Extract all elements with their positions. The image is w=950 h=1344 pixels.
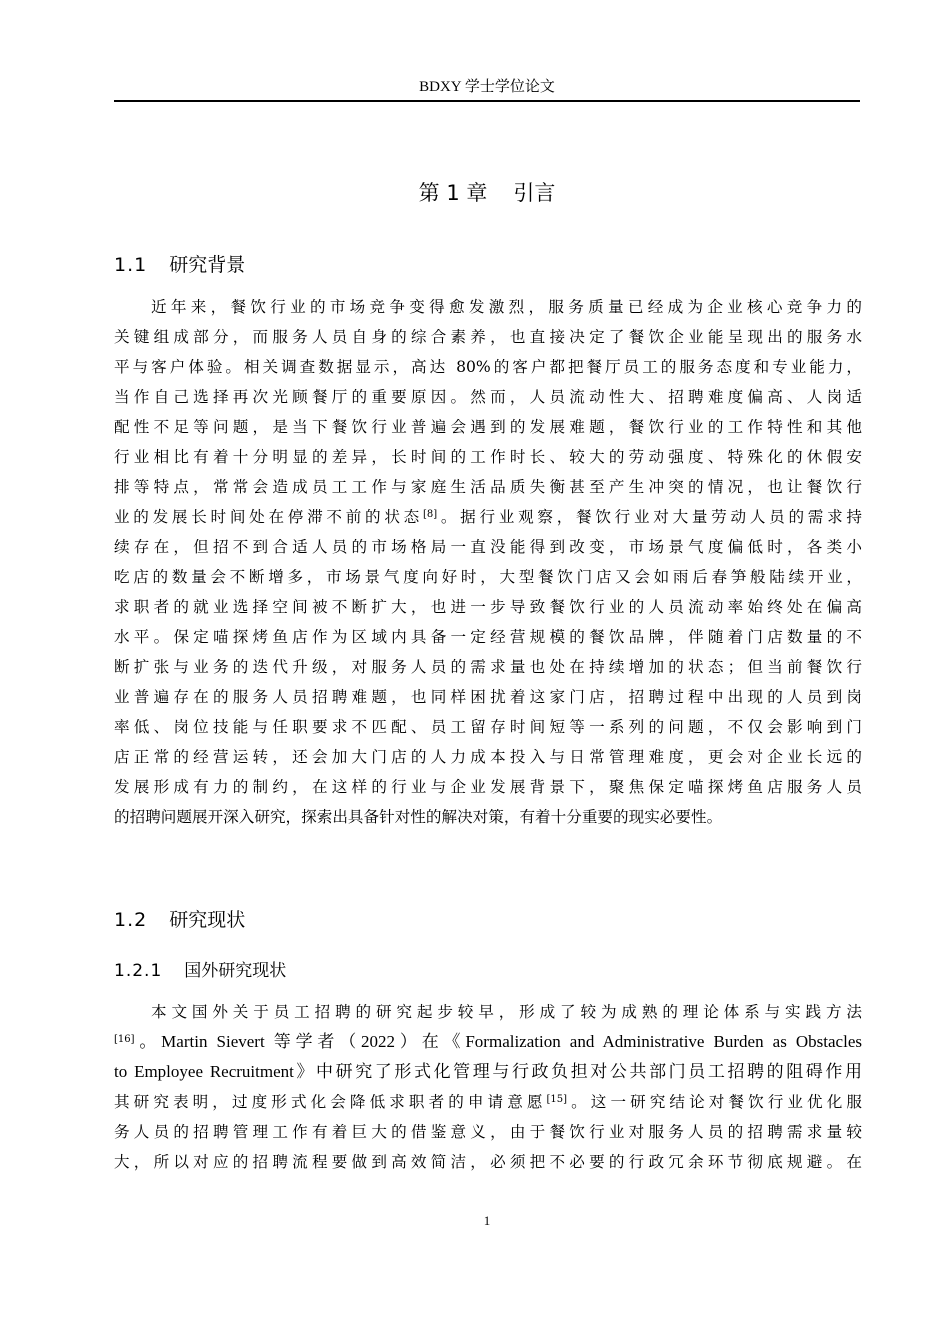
- section-number: 1.1: [114, 254, 148, 276]
- citation-ref[interactable]: [8]: [422, 509, 438, 520]
- text-line: 平与客户体验。相关调查数据显示，高达 80%的客户都把餐厅员工的服务态度和专业能力，: [114, 358, 862, 376]
- chapter-number: 第 1 章: [418, 181, 488, 205]
- text-line: 配性不足等问题，是当下餐饮行业普遍会遇到的发展难题，餐饮行业的工作特性和其他: [114, 418, 862, 436]
- page-number: 1: [483, 1213, 491, 1228]
- text-line: 求职者的就业选择空间被不断扩大，也进一步导致餐饮行业的人员流动率始终处在偏高: [114, 598, 862, 616]
- text-line: 行业相比有着十分明显的差异，长时间的工作时长、较大的劳动强度、特殊化的休假安: [114, 448, 862, 466]
- citation-ref[interactable]: [15]: [546, 1094, 568, 1105]
- text-line: 水平。保定喵探烤鱼店作为区域内具备一定经营规模的餐饮品牌，伴随着门店数量的不: [114, 628, 862, 646]
- text-line: 续存在，但招不到合适人员的市场格局一直没能得到改变，市场景气度偏低时，各类小: [114, 538, 862, 556]
- text-line: 近年来，餐饮行业的市场竞争变得愈发激烈，服务质量已经成为企业核心竞争力的: [151, 298, 862, 316]
- text-segment: 。这一研究结论对餐饮行业优化服: [567, 1093, 862, 1111]
- header-rule: [114, 100, 860, 102]
- citation-ref[interactable]: [16]: [114, 1034, 135, 1045]
- text-segment: 。Martin Sievert 等学者（2022）在《Formalization and Administrative Burden as Obstacles: [134, 1032, 862, 1051]
- text-line: 店正常的经营运转，还会加大门店的人力成本投入与日常管理难度，更会对企业长远的: [114, 748, 862, 766]
- text-line: 发展形成有力的制约，在这样的行业与企业发展背景下，聚焦保定喵探烤鱼店服务人员: [114, 778, 862, 796]
- text-segment: 其研究表明，过度形式化会降低求职者的申请意愿: [114, 1093, 547, 1111]
- paragraph-foreign-research: [114, 997, 862, 1177]
- chapter-name: 引言: [513, 181, 556, 205]
- text-line: 吃店的数量会不断增多，市场景气度向好时，大型餐饮门店又会如雨后春笋般陆续开业，: [114, 568, 862, 586]
- subsection-title: 国外研究现状: [184, 961, 287, 981]
- text-line-with-citation: [114, 502, 862, 532]
- text-line: 当作自己选择再次光顾餐厅的重要原因。然而，人员流动性大、招聘难度偏高、人岗适: [114, 388, 862, 406]
- section-title: 研究现状: [169, 909, 246, 931]
- text-line-with-citation: [114, 1027, 862, 1057]
- chapter-title: [114, 178, 860, 208]
- running-header: BDXY 学士学位论文: [419, 79, 555, 95]
- section-heading-1-1: [114, 252, 245, 278]
- text-segment: 业的发展长时间处在停滞不前的状态: [114, 508, 423, 526]
- text-line: 排等特点，常常会造成员工工作与家庭生活品质失衡甚至产生冲突的情况，也让餐饮行: [114, 478, 862, 496]
- text-line: 业普遍存在的服务人员招聘难题，也同样困扰着这家门店，招聘过程中出现的人员到岗: [114, 688, 862, 706]
- text-line: 务人员的招聘管理工作有着巨大的借鉴意义，由于餐饮行业对服务人员的招聘需求量较: [114, 1123, 862, 1141]
- text-line: to Employee Recruitment》中研究了形式化管理与行政负担对公共部门员工招聘的阻碍作用: [114, 1062, 862, 1081]
- section-heading-1-2: [114, 907, 245, 933]
- text-line: 本文国外关于员工招聘的研究起步较早，形成了较为成熟的理论体系与实践方法: [151, 1003, 862, 1021]
- section-number: 1.2: [114, 909, 148, 931]
- text-segment: 。据行业观察，餐饮行业对大量劳动人员的需求持: [437, 508, 862, 526]
- text-line: 断扩张与业务的迭代升级，对服务人员的需求量也处在持续增加的状态；但当前餐饮行: [114, 658, 862, 676]
- text-line-with-citation: [114, 1087, 862, 1117]
- text-line: 率低、岗位技能与任职要求不匹配、员工留存时间短等一系列的问题，不仅会影响到门: [114, 718, 862, 736]
- text-line: 大，所以对应的招聘流程要做到高效简洁，必须把不必要的行政冗余环节彻底规避。在: [114, 1153, 862, 1171]
- text-line: 的招聘问题展开深入研究，探索出具备针对性的解决对策，有着十分重要的现实必要性。: [114, 808, 723, 826]
- subsection-number: 1.2.1: [114, 961, 163, 981]
- subsection-heading-1-2-1: [114, 959, 286, 983]
- text-line: 关键组成部分，而服务人员自身的综合素养，也直接决定了餐饮企业能呈现出的服务水: [114, 328, 862, 346]
- paragraph-research-background: [114, 292, 862, 832]
- section-title: 研究背景: [169, 254, 246, 276]
